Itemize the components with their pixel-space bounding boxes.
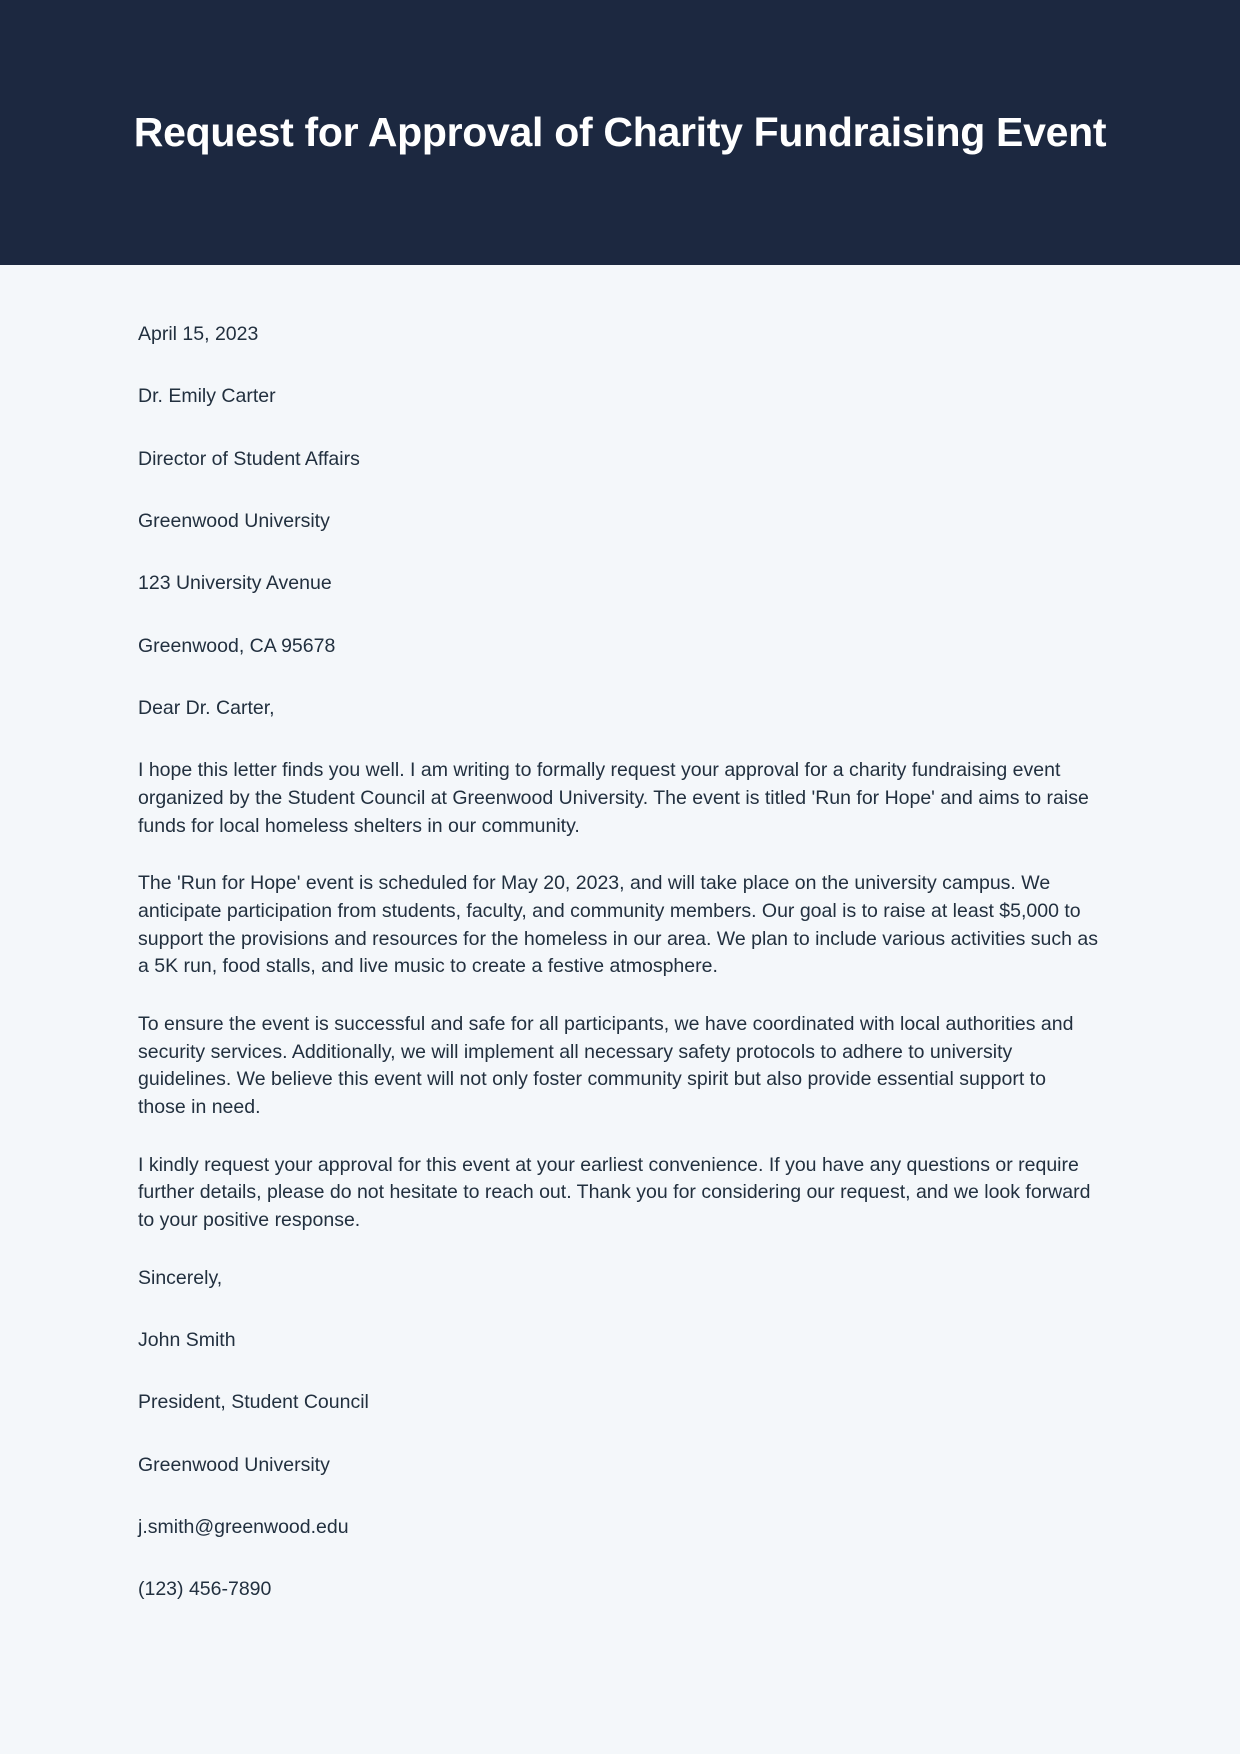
- document-header: [0, 0, 1240, 265]
- letter-date: April 15, 2023: [138, 323, 259, 345]
- letter-paragraph-4: I kindly request your approval for this event at your earliest convenience. If you have any questions or require further details, please do not hesitate to reach out. Thank you for considering our request, and we look forward to your positive response.: [138, 1153, 1091, 1232]
- recipient-title: Director of Student Affairs: [138, 447, 360, 470]
- recipient-street: 123 University Avenue: [138, 572, 332, 595]
- letter-paragraph-3: To ensure the event is successful and safe for all participants, we have coordinated with local authorities and security services. Additionally, we will implement all necessary safety protocols to adhere to university guidelines. We believe this event will not only foster community spirit but also provide essential support to those in need.: [138, 1013, 1074, 1119]
- sender-phone: (123) 456-7890: [138, 1578, 272, 1601]
- recipient-name: Dr. Emily Carter: [138, 385, 276, 408]
- sender-name: John Smith: [138, 1329, 236, 1352]
- closing: Sincerely,: [138, 1266, 223, 1289]
- sender-title: President, Student Council: [138, 1391, 369, 1414]
- sender-organization: Greenwood University: [138, 1453, 330, 1476]
- letter-body: [0, 265, 1240, 1754]
- recipient-city-state-zip: Greenwood, CA 95678: [138, 634, 336, 657]
- page-title: Request for Approval of Charity Fundraising Event: [133, 108, 1107, 155]
- recipient-organization: Greenwood University: [138, 509, 330, 532]
- letter-paragraph-1: I hope this letter finds you well. I am writing to formally request your approval for a charity fundraising event organized by the Student Council at Greenwood University. The event is titled 'Run for Hope' and aims to raise funds for local homeless shelters in our community.: [138, 759, 1089, 837]
- salutation: Dear Dr. Carter,: [138, 696, 275, 719]
- sender-email: j.smith@greenwood.edu: [138, 1516, 349, 1539]
- letter-paragraph-2: The 'Run for Hope' event is scheduled for May 20, 2023, and will take place on the university campus. We anticipate participation from students, faculty, and community members. Our goal is to raise at least $5,000 to support the provisions and resources for the homeless in our area. We plan to include various activities such as a 5K run, food stalls, and live music to create a festive atmosphere.: [138, 872, 1098, 978]
